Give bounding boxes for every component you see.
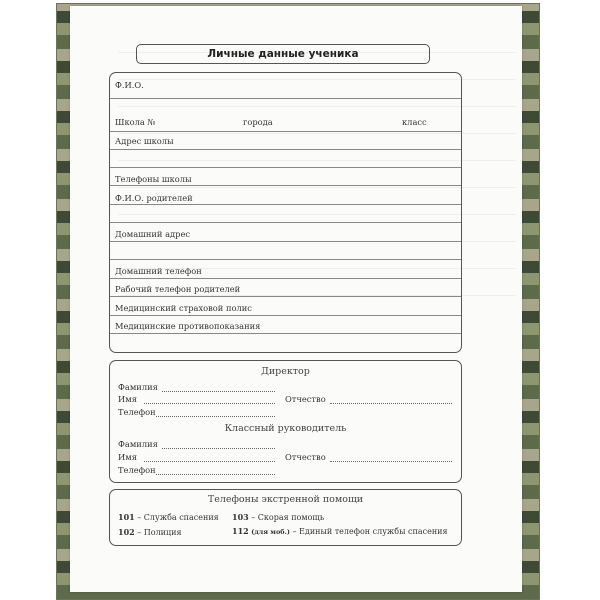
contraindications-label: Медицинские противопоказания [115,321,261,331]
insurance-label: Медицинский страховой полис [115,303,252,313]
dotted-line [330,461,452,462]
form-line [110,222,461,223]
form-line [110,278,461,279]
director-patronymic-label: Отчество [285,394,326,404]
emergency-102 [118,527,182,537]
fio-label: Ф.И.О. [115,80,144,90]
school-no-label: Школа № [115,117,156,127]
emergency-112 [232,526,448,536]
label-102: – Полиция [137,528,182,537]
number-103: 103 [232,512,249,522]
parents-work-phone-label: Рабочий телефон родителей [115,284,241,294]
contacts-box [109,360,462,483]
teacher-name-label: Имя [118,452,137,462]
dotted-line [156,474,275,475]
form-line [110,296,461,297]
director-title: Директор [261,366,310,377]
school-phones-label: Телефоны школы [115,174,192,184]
dotted-line [162,391,275,392]
form-line [110,98,461,99]
form-line [110,241,461,242]
label-101: – Служба спасения [137,513,219,522]
teacher-surname-label: Фамилия [118,439,158,449]
home-phone-label: Домашний телефон [115,266,202,276]
director-name-label: Имя [118,394,137,404]
parents-fio-label: Ф.И.О. родителей [115,193,193,203]
emergency-103 [232,512,324,522]
emergency-phones-box [109,489,462,546]
label-112: – Единый телефон службы спасения [292,527,448,536]
teacher-phone-label: Телефон [118,465,156,475]
form-line [110,315,461,316]
number-112: 112 [232,526,249,536]
form-line [110,204,461,205]
student-data-form [109,72,462,353]
form-line [110,149,461,150]
class-teacher-title: Классный руководитель [224,423,347,434]
school-address-label: Адрес школы [115,136,174,146]
dotted-line [330,403,452,404]
emergency-101 [118,512,219,522]
dotted-line [144,461,275,462]
home-address-label: Домашний адрес [115,229,191,239]
form-line [110,333,461,334]
emergency-title: Телефоны экстренной помощи [207,494,364,505]
teacher-patronymic-label: Отчество [285,452,326,462]
form-line [110,259,461,260]
dotted-line [156,416,275,417]
class-label: класс [402,117,427,127]
label-103: – Скорая помощь [251,513,325,522]
number-102: 102 [118,527,135,537]
form-line [110,167,461,168]
dotted-line [144,403,275,404]
city-label: города [243,117,273,127]
dotted-line [162,448,275,449]
note-112: (для моб.) [251,528,290,536]
form-line [110,131,461,132]
director-phone-label: Телефон [118,407,156,417]
number-101: 101 [118,512,135,522]
page-title: Личные данные ученика [136,44,430,64]
director-surname-label: Фамилия [118,382,158,392]
form-line [110,185,461,186]
